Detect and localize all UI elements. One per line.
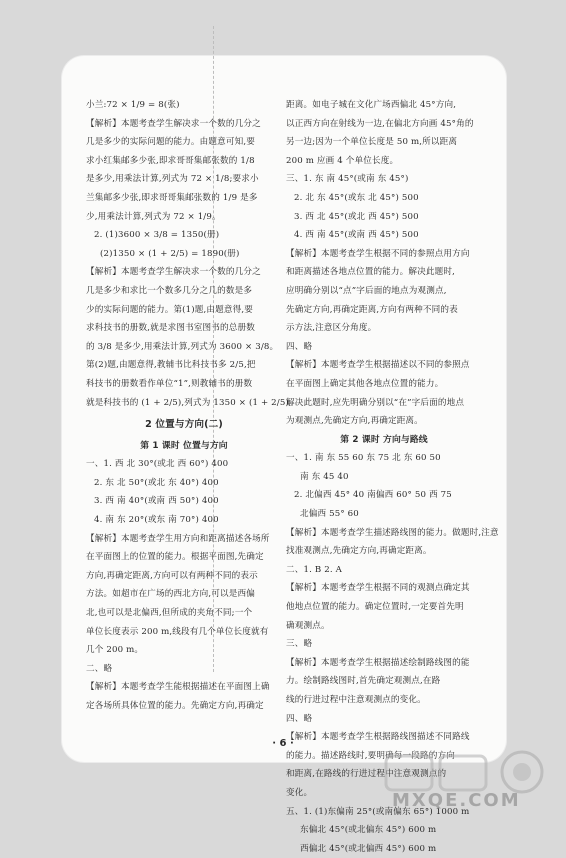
analysis-line: 几个 200 m。 (86, 645, 144, 656)
analysis-line: 【解析】本题考查学生描述路线图的能力。做题时,注意 (286, 527, 499, 538)
analysis-line: 找准观测点,先确定方向,再确定距离。 (286, 546, 432, 557)
answer-line: 2. 北 东 45°(或东 北 45°) 500 (294, 192, 419, 203)
lesson-title: 第 1 课时 位置与方向 (140, 440, 228, 451)
text-line: 少的实际问题的能力。第(1)题,由题意得,要 (86, 304, 254, 315)
text-line: 是多少,用乘法计算,列式为 72 × 1/8;要求小 (86, 174, 259, 185)
text-line: 200 m 应画 4 个单位长度。 (286, 155, 399, 166)
analysis-line: 的能力。描述路线时,要明确每一段路的方向 (286, 750, 456, 761)
text-line: 求科技书的册数,就是求图书室图书的总册数 (86, 323, 256, 334)
answer-line: 3. 西 北 45°(或北 西 45°) 500 (294, 211, 419, 222)
analysis-line: 【解析】本题考查学生根据不同的参照点用方向 (286, 248, 470, 259)
text-line: 求小红集邮多少张,即求哥哥集邮张数的 1/8 (86, 155, 255, 166)
lesson-title: 第 2 课时 方向与路线 (340, 434, 428, 445)
page-number: · 6 · (272, 738, 294, 749)
analysis-line: 示方法,注意区分角度。 (286, 323, 377, 334)
analysis-line: 先确定方向,再确定距离,方向有两种不同的表 (286, 304, 458, 315)
left-column (86, 96, 298, 716)
answer-line: 五、1. (1)东偏南 25°(或南偏东 65°) 1000 m (286, 806, 470, 817)
analysis-line: 【解析】本题考查学生用方向和距离描述各场所 (86, 533, 270, 544)
analysis-line: 为观测点,先确定方向,再确定距离。 (286, 416, 423, 427)
text-line: 另一边;因为一个单位长度是 50 m,所以距离 (286, 137, 458, 148)
answer-line: 西偏北 45°(或北偏西 45°) 600 m (300, 843, 437, 854)
analysis-line: 【解析】本题考查学生能根据描述在平面图上确 (86, 682, 270, 693)
answer-line: 4. 南 东 20°(或东 南 70°) 400 (94, 515, 219, 526)
text-line: 2. (1)3600 × 3/8 = 1350(册) (94, 230, 220, 241)
analysis-line: 单位长度表示 200 m,线段有几个单位长度就有 (86, 626, 269, 637)
analysis-line: 北,也可以是北偏西,但所成的夹角不同;一个 (86, 608, 253, 619)
watermark-text: MXQE.COM (392, 790, 521, 811)
text-line: 【解析】本题考查学生解决求一个数的几分之 (86, 118, 261, 129)
text-line: 几是多少的实际问题的能力。由题意可知,要 (86, 137, 256, 148)
answer-line: 一、1. 南 东 55 60 东 75 北 东 60 50 (286, 453, 441, 464)
part-label: 三、略 (286, 639, 313, 650)
analysis-line: 线的行进过程中注意观测点的变化。 (286, 695, 426, 705)
analysis-line: 【解析】本题考查学生根据描述绘制路线图的能 (286, 657, 470, 668)
text-line: 【解析】本题考查学生解决求一个数的几分之 (86, 267, 261, 278)
analysis-line: 方向,再确定距离,方向可以有两种不同的表示 (86, 570, 258, 581)
part-label: 四、略 (286, 341, 313, 352)
answer-line: 3. 西 南 40°(或南 西 50°) 400 (94, 496, 219, 507)
answer-line: 4. 西 南 45°(或南 西 45°) 500 (294, 230, 419, 241)
text-line: 兰集邮多少张,即求哥哥集邮张数的 1/9 是多 (86, 192, 258, 203)
analysis-line: 确观测点。 (286, 620, 330, 631)
analysis-line: 在平面图上的位置的能力。根据平面图,先确定 (86, 552, 264, 563)
answer-line: 北偏西 55° 60 (300, 509, 359, 520)
answer-line: 南 东 45 40 (300, 471, 349, 482)
text-line: 以正西方向在射线为一边,在偏北方向画 45°角的 (286, 118, 474, 129)
analysis-line: 【解析】本题考查学生根据不同的观测点确定其 (286, 583, 470, 594)
text-line: (2)1350 × (1 + 2/5) = 1890(册) (100, 248, 240, 259)
analysis-line: 变化。 (286, 787, 313, 798)
answer-line: 东偏北 45°(或北偏东 45°) 600 m (300, 825, 437, 836)
part-label: 二、略 (86, 663, 113, 674)
analysis-line: 和距离,在路线的行进过程中注意观测点的 (286, 769, 447, 780)
analysis-line: 他地点位置的能力。确定位置时,一定要首先明 (286, 602, 464, 613)
analysis-line: 【解析】本题考查学生根据描述以不同的参照点 (286, 360, 470, 371)
text-line: 几是多少和求比一个数多几分之几的数是多 (86, 285, 253, 296)
section-title: 2 位置与方向(二) (145, 419, 223, 431)
part-label: 二、1. B 2. A (286, 564, 342, 575)
analysis-line: 应明确分别以“点”字后面的地点为观测点, (286, 285, 447, 296)
text-line: 的 3/8 是多少,用乘法计算,列式为 3600 × 3/8。 (86, 341, 279, 352)
text-line: 少,用乘法计算,列式为 72 × 1/9。 (86, 211, 221, 222)
answer-line: 三、1. 东 南 45°(或南 东 45°) (286, 174, 409, 185)
text-line: 第(2)题,由题意得,教辅书比科技书多 2/5,把 (86, 360, 256, 371)
text-line: 就是科技书的 (1 + 2/5),列式为 1350 × (1 + 2/5)。 (86, 397, 298, 408)
part-label: 四、略 (286, 713, 313, 724)
analysis-line: 和距离描述各地点位置的能力。解决此题时, (286, 267, 456, 278)
answer-line: 一、1. 西 北 30°(或北 西 60°) 400 (86, 459, 229, 470)
analysis-line: 方法。如超市在广场的西北方向,可以是西偏 (86, 589, 256, 600)
answer-line: 2. 北偏西 45° 40 南偏西 60° 50 西 75 (294, 490, 452, 501)
analysis-line: 解决此题时,应先明确分别以“在”字后面的地点 (286, 397, 465, 408)
analysis-line: 定各场所具体位置的能力。先确定方向,再确定 (86, 701, 264, 711)
analysis-line: 在平面图上确定其他各地点位置的能力。 (286, 378, 444, 389)
text-line: 科技书的册数看作单位“1”,则教辅书的册数 (86, 378, 253, 389)
text-line: 小兰:72 × 1/9 = 8(张) (86, 100, 180, 110)
answer-line: 2. 东 北 50°(或北 东 40°) 400 (94, 477, 219, 488)
analysis-line: 【解析】本题考查学生根据路线图描述不同路线 (286, 732, 470, 743)
text-line: 距离。如电子城在文化广场西偏北 45°方向, (286, 100, 457, 110)
analysis-line: 力。绘制路线图时,首先确定观测点,在路 (286, 676, 441, 687)
